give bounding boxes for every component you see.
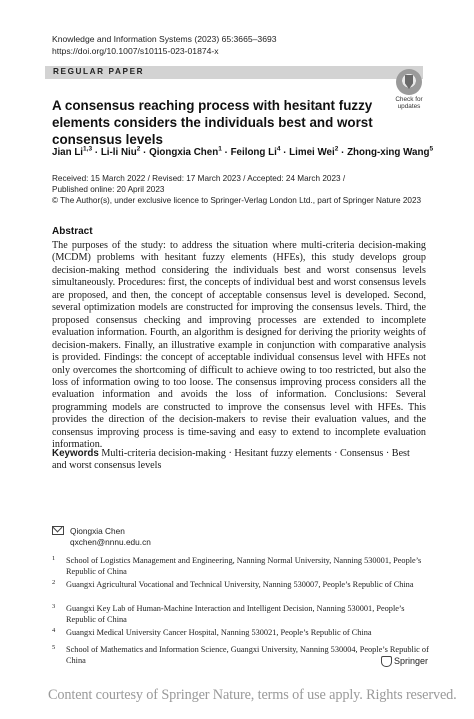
abstract-text: The purposes of the study: to address the situation where multi-criteria decision-making (MCDM) problems with hesitant fuzzy elements (HFEs), this study develops group decision-making method considering the individuals best and worst consensus levels simultaneously. Procedures: first, the concepts of individual best and worst consensus levels are proposed, and then, the concept of acceptable consensus level is developed. Second, several optimization models are constructed for improving the consensus levels. Third, the proposed consensus checking and improving processes are extended to incomplete evaluation information. Fourth, an algorithm is designed for deriving the priority weights of decision-makers. Finally, an illustrative example in conjunction with comparative analysis is provided. Findings: the concept of acceptable individual consensus level with HFEs not only overcomes the shortcoming of difficult to achieve owing to too restricted, but also the loss of information owing to too loose. The consensus improving process considers all the evaluation information and avoids the loss of information. Conclusions: Several programming models are constructed to improve the consensus level with HFEs. This provides the direction of the decision-makers to revise their evaluation values, and the consensus improving process is time-saving and easy to extend to incomplete evaluation information.	[52, 240, 426, 451]
affiliation	[52, 603, 432, 625]
affiliation	[52, 627, 432, 638]
affiliation-text: Guangxi Agricultural Vocational and Technical University, Nanning 530007, People’s Republic of China	[66, 580, 414, 589]
keywords-label: Keywords	[52, 448, 99, 459]
correspondence	[52, 526, 151, 548]
paper-title: A consensus reaching process with hesitant fuzzy elements considers the individuals best and worst consensus levels	[52, 98, 373, 147]
author[interactable]: Zhong-xing Wang$^5$	[347, 146, 434, 159]
author[interactable]: Limei Wei$^2$	[289, 146, 339, 159]
publisher-logo	[381, 656, 428, 667]
affiliation-text: School of Logistics Management and Engineering, Nanning Normal University, Nanning 530001, People’s Republic of China	[66, 556, 422, 576]
section-label: REGULAR PAPER	[53, 67, 145, 76]
journal-header	[52, 34, 277, 57]
affiliation-number: 3	[52, 603, 56, 610]
section-banner	[45, 66, 423, 79]
copyright-line: © The Author(s), under exclusive licence to Springer-Verlag London Ltd., part of Springer Nature 2023	[52, 196, 422, 205]
affiliation-text: School of Mathematics and Information Science, Guangxi University, Nanning 530004, People’s Republic of China	[66, 645, 429, 665]
affiliation	[52, 644, 432, 666]
affiliation-number: 1	[52, 555, 56, 562]
affiliation-number: 5	[52, 644, 56, 651]
dates-line: Published online: 20 April 2023	[52, 185, 165, 194]
corresponding-email[interactable]: qxchen@nnnu.edu.cn	[70, 537, 151, 547]
dates-line: Received: 15 March 2022 / Revised: 17 March 2023 / Accepted: 24 March 2023 /	[52, 174, 346, 183]
courtesy-watermark: Content courtesy of Springer Nature, terms of use apply. Rights reserved.	[48, 687, 457, 703]
author[interactable]: Jian Li$^{1,3}$	[52, 146, 93, 159]
journal-citation: Knowledge and Information Systems (2023) 65:3665–3693	[52, 34, 277, 44]
publisher-name: Springer	[394, 656, 429, 666]
corresponding-author: Qiongxia Chen	[70, 526, 125, 536]
envelope-icon	[52, 526, 64, 535]
author[interactable]: Feilong Li$^4$	[230, 146, 281, 159]
affiliation-number: 4	[52, 627, 56, 634]
affiliation	[52, 579, 432, 590]
affiliation-number: 2	[52, 579, 56, 586]
springer-horse-icon	[381, 656, 392, 667]
author[interactable]: Li-li Niu$^2$	[100, 146, 141, 159]
abstract-heading: Abstract	[52, 226, 93, 237]
publication-dates	[52, 173, 452, 206]
keywords	[52, 448, 426, 473]
author-list: Jian Li$^{1,3}$ · Li-li Niu$^2$ · Qiongxia Chen$^1$ · Feilong $Li^4$ · Limei Wei$^2$ · Zhong-xing Wang$^5$	[52, 146, 434, 159]
affiliation-text: Guangxi Key Lab of Human-Machine Interaction and Intelligent Decision, Nanning 530001, People’s Republic of China	[66, 604, 405, 624]
doi-link[interactable]: https://doi.org/10.1007/s10115-023-01874-x	[52, 45, 219, 56]
author[interactable]: Qiongxia Chen$^1$	[149, 146, 222, 159]
check-updates-label: Check for updates	[395, 96, 423, 110]
affiliation	[52, 555, 432, 577]
crossmark-icon	[396, 69, 422, 95]
affiliation-text: Guangxi Medical University Cancer Hospital, Nanning 530021, People’s Republic of China	[66, 628, 372, 637]
keywords-text: Multi-criteria decision-making · Hesitant fuzzy elements · Consensus · Best and worst consensus levels	[52, 448, 410, 472]
